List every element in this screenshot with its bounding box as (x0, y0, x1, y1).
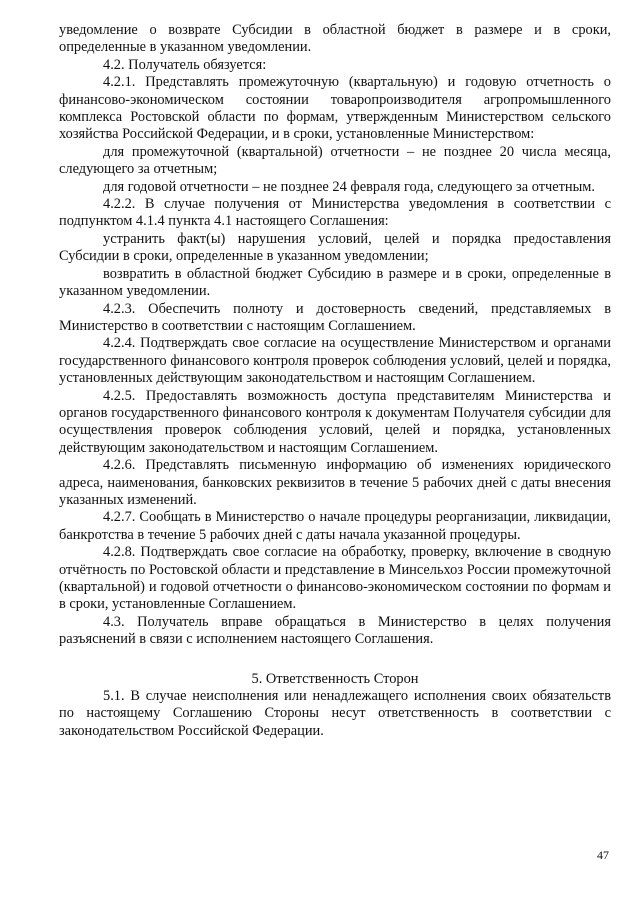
paragraph-eliminate-violations: устранить факт(ы) нарушения условий, целей и порядка предоставления Субсидии в сроки, определенные в указанном уведомлении; (59, 230, 611, 265)
document-page (59, 22, 611, 740)
paragraph-return-subsidy: возвратить в областной бюджет Субсидию в размере и в сроки, определенные в указанном уведомлении. (59, 265, 611, 300)
paragraph-4-3: 4.3. Получатель вправе обращаться в Министерство в целях получения разъяснений в связи с исполнением настоящего Соглашения. (59, 613, 611, 648)
paragraph-annual-reporting: для годовой отчетности – не позднее 24 февраля года, следующего за отчетным. (103, 178, 596, 195)
paragraph-4-2-3: 4.2.3. Обеспечить полноту и достоверность сведений, представляемых в Министерство в соответствии с настоящим Соглашением. (59, 300, 611, 334)
paragraph-4-2-2: 4.2.2. В случае получения от Министерства уведомления в соответствии с подпунктом 4.1.4 пункта 4.1 настоящего Соглашения: (59, 196, 611, 230)
paragraph-4-2-4: 4.2.4. Подтверждать свое согласие на осуществление Министерством и органами государственного финансового контроля проверок соблюдения условий, целей и порядка, установленных действующим законодательством и настоящим Соглашением. (59, 335, 611, 387)
paragraph-quarterly-reporting: для промежуточной (квартальной) отчетности – не позднее 20 числа месяца, следующего за отчетным; (59, 143, 611, 178)
paragraph-4-2-6: 4.2.6. Представлять письменную информацию об изменениях юридического адреса, наименования, банковских реквизитов в течение 5 рабочих дней с даты внесения указанных изменений. (59, 457, 611, 508)
paragraph-4-2-1: 4.2.1. Представлять промежуточную (квартальную) и годовую отчетность о финансово-экономическом состоянии товаропроизводителя агропромышленного комплекса Ростовской области по формам, утвержденным Министерством сельского хозяйства Российской Федерации, и в сроки, установленные Министерством: (59, 74, 611, 143)
paragraph-5-1: 5.1. В случае неисполнения или ненадлежащего исполнения своих обязательств по настоящему Соглашению Стороны несут ответственность в соответствии с законодательством Российской Федерации. (59, 688, 611, 739)
paragraph-continuation: уведомление о возврате Субсидии в областной бюджет в размере и в сроки, определенные в указанном уведомлении. (59, 22, 611, 56)
paragraph-4-2: 4.2. Получатель обязуется: (103, 56, 267, 73)
paragraph-4-2-5: 4.2.5. Предоставлять возможность доступа представителям Министерства и органов государственного финансового контроля к документам Получателя субсидии для осуществления проверок соблюдения условий, целей и порядка, установленных действующим законодательством и настоящим Соглашением. (59, 387, 611, 456)
section-heading: 5. Ответственность Сторон (251, 670, 419, 687)
page-number: 47 (597, 848, 609, 862)
paragraph-4-2-8: 4.2.8. Подтверждать свое согласие на обработку, проверку, включение в сводную отчётность по Ростовской области и представление в Минсельхоз России промежуточной (квартальной) и годовой отчетности о финансово-экономическом состоянии по формам и в сроки, установленные Соглашением. (59, 544, 611, 613)
paragraph-4-2-7: 4.2.7. Сообщать в Министерство о начале процедуры реорганизации, ликвидации, банкротства в течение 5 рабочих дней с даты начала указанной процедуры. (59, 509, 611, 543)
